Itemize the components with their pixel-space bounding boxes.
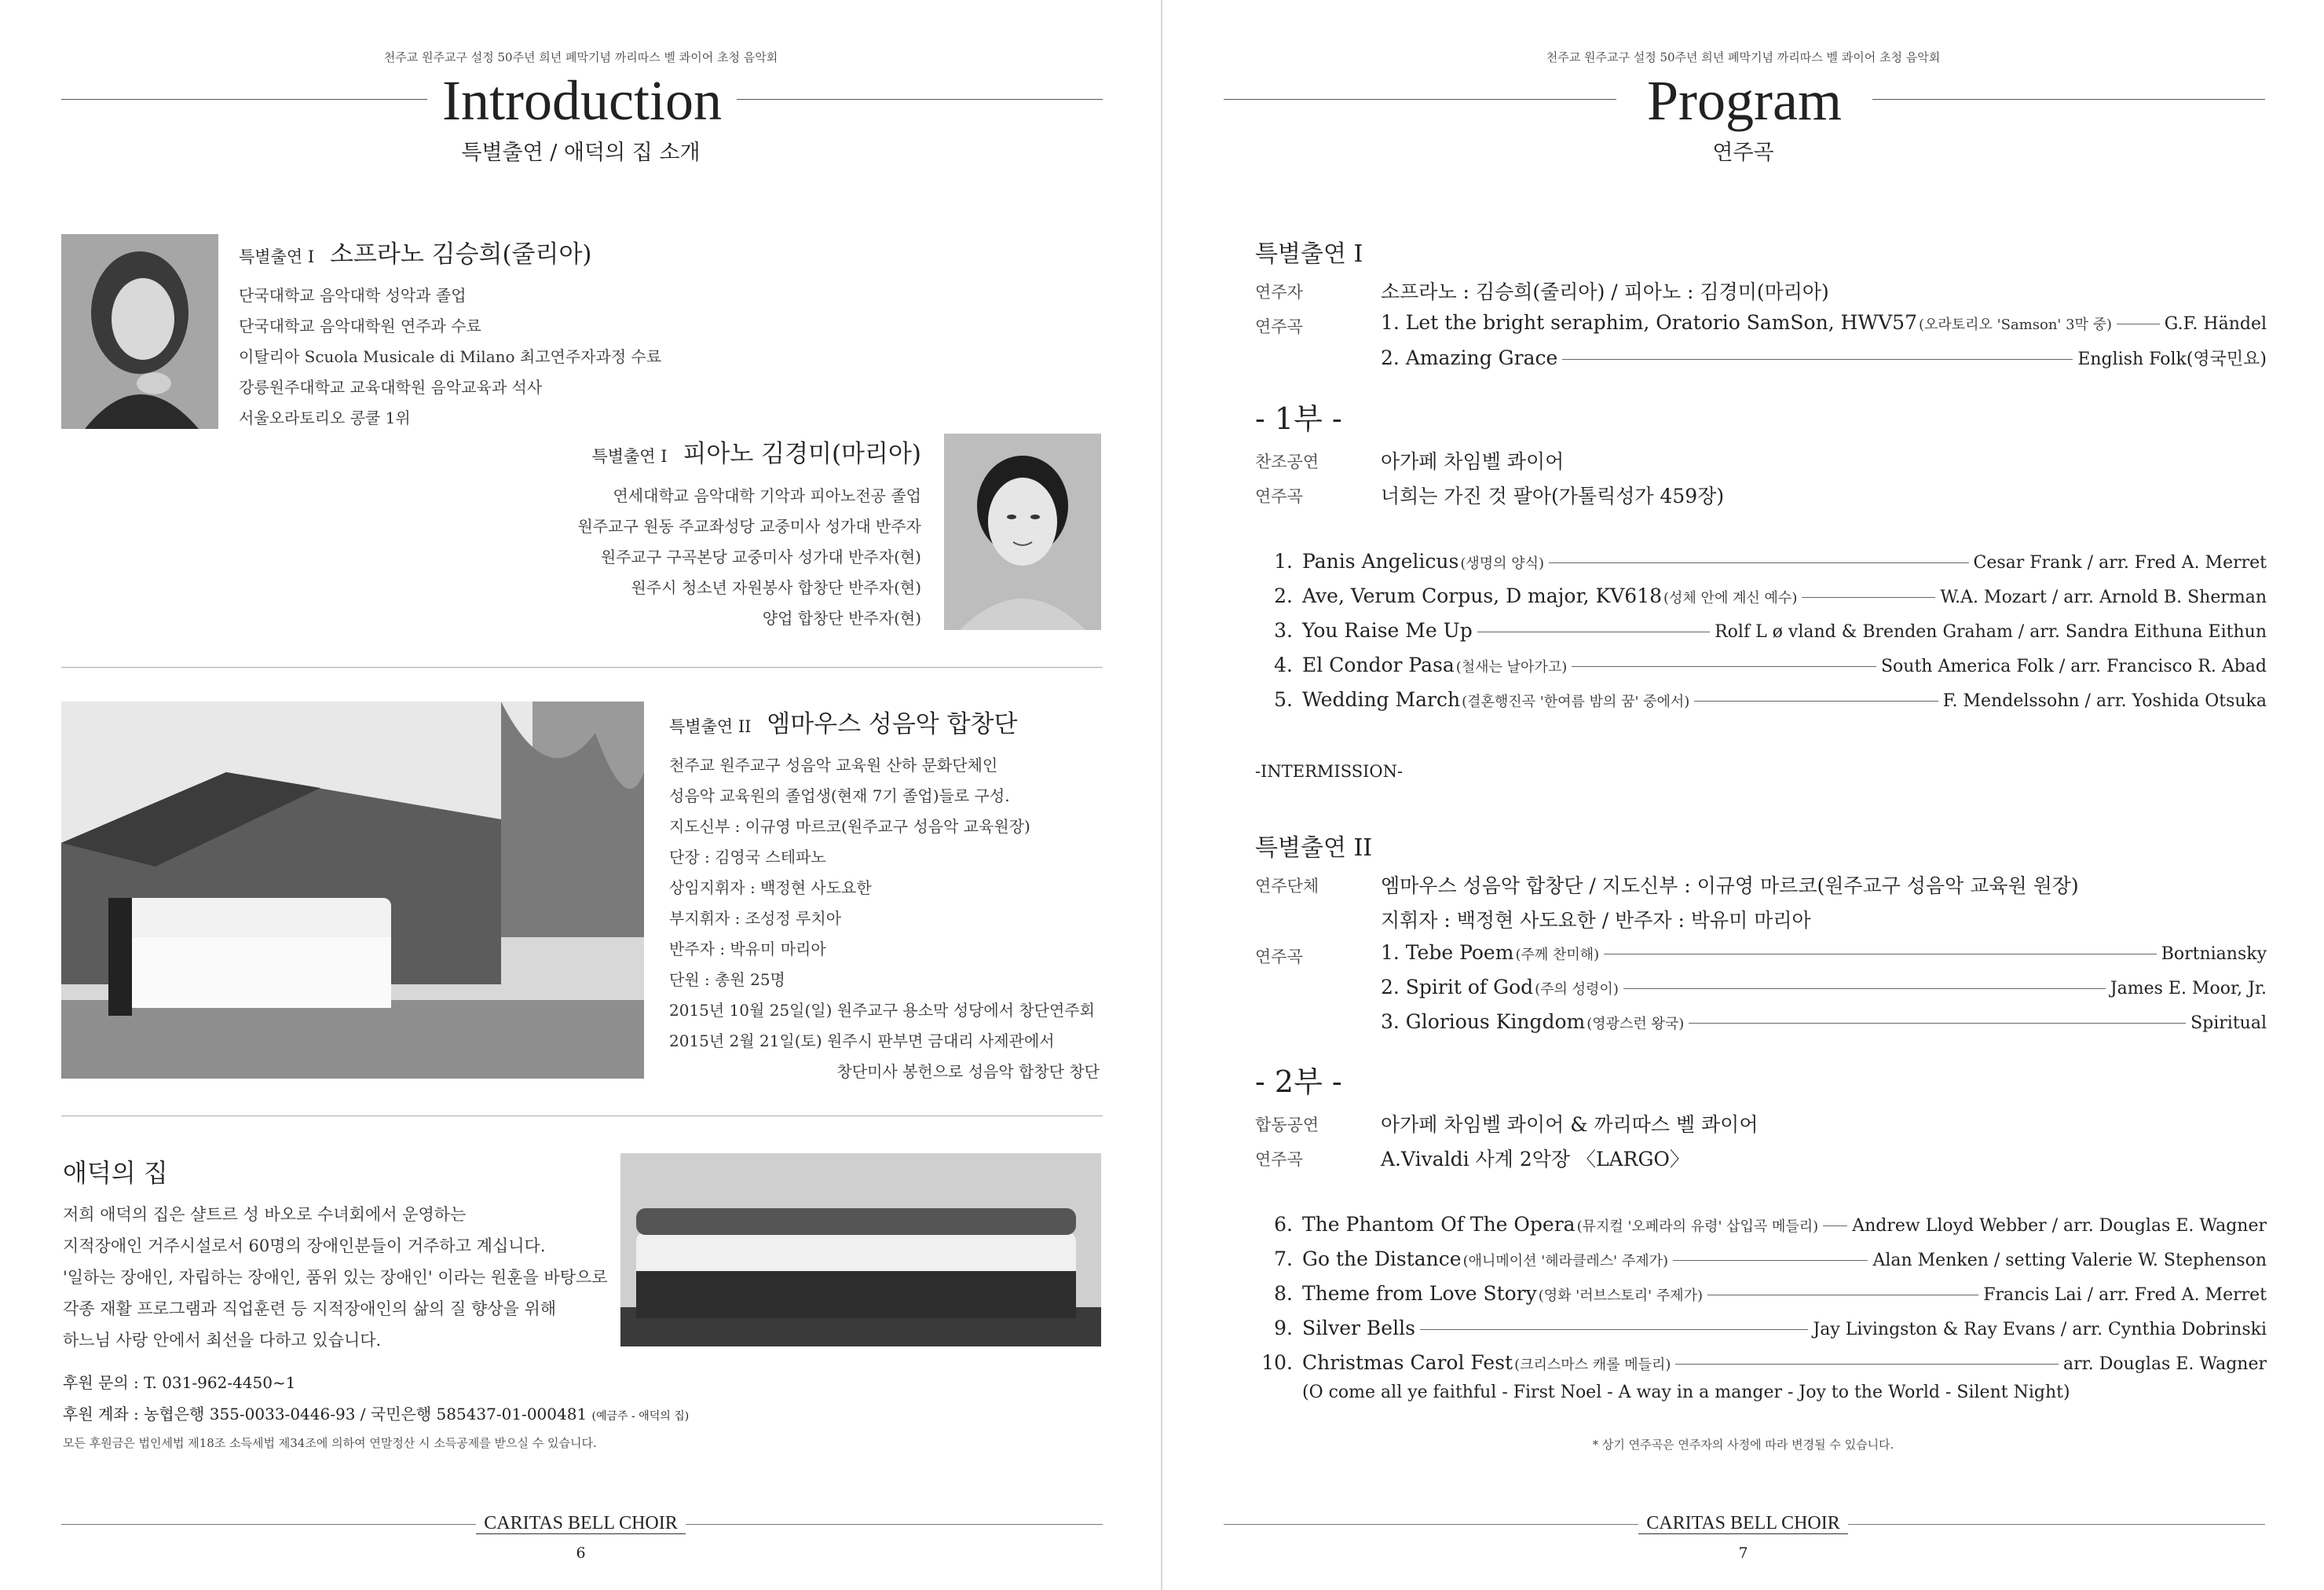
program-item bbox=[1255, 550, 2267, 581]
program-item bbox=[1381, 346, 2267, 377]
leader-line bbox=[1673, 1260, 1868, 1261]
house-line: '일하는 장애인, 자립하는 장애인, 품위 있는 장애인' 이라는 원훈을 바탕으로 bbox=[63, 1268, 608, 1287]
part1-guest-row bbox=[1255, 446, 2267, 478]
footer-label: CARITAS BELL CHOIR bbox=[1638, 1513, 1848, 1534]
row-value: 엠마우스 성음악 합창단 / 지도신부 : 이규영 마르코(원주교구 성음악 교육원 원장) bbox=[1381, 874, 2079, 897]
bio-line: 양업 합창단 반주자(현) bbox=[762, 609, 921, 628]
part2-song-row bbox=[1255, 1144, 2267, 1175]
soprano-bio bbox=[239, 280, 661, 434]
song-composer: G.F. Händel bbox=[2164, 314, 2267, 334]
house-line: 하느님 사랑 안에서 최선을 다하고 있습니다. bbox=[63, 1331, 382, 1350]
row-value: 너희는 가진 것 팔아(가톨릭성가 459장) bbox=[1381, 485, 1725, 507]
song-title: Wedding March bbox=[1302, 688, 1461, 711]
leader-line bbox=[1689, 1023, 2186, 1024]
program-item bbox=[1255, 1247, 2267, 1279]
special1-performer-row bbox=[1255, 277, 2267, 308]
bio-line: 창단미사 봉헌으로 성음악 합창단 창단 bbox=[836, 1062, 1100, 1081]
soprano-tag: 특별출연 I bbox=[239, 247, 315, 266]
item-number: 8. bbox=[1274, 1282, 1293, 1305]
program-item bbox=[1255, 1351, 2267, 1383]
bio-line: 원주시 청소년 자원봉사 합창단 반주자(현) bbox=[631, 578, 921, 597]
song-note: (애니메이션 '헤라클레스' 주제가) bbox=[1462, 1253, 1669, 1269]
bio-line: 단국대학교 음악대학원 연주과 수료 bbox=[239, 317, 481, 335]
bio-line: 2015년 2월 21일(토) 원주시 판부면 금대리 사제관에서 bbox=[669, 1031, 1055, 1050]
item-number: 1. bbox=[1274, 550, 1293, 573]
item-number: 7. bbox=[1274, 1247, 1293, 1270]
part1-song-row bbox=[1255, 481, 2267, 512]
row-label: 연주곡 bbox=[1255, 1150, 1303, 1169]
bio-line: 단원 : 총원 25명 bbox=[669, 970, 785, 989]
song-note: (크리스마스 캐롤 메들리) bbox=[1514, 1357, 1671, 1373]
song-note: (뮤지컬 '오페라의 유령' 삽입곡 메들리) bbox=[1576, 1218, 1819, 1235]
program-item bbox=[1381, 311, 2267, 343]
medley-list: (O come all ye faithful - First Noel - A way in a manger - Joy to the World - Silent Night) bbox=[1302, 1383, 2070, 1402]
song-title: 1. Let the bright seraphim, Oratorio SamSon, HWV57 bbox=[1381, 311, 1917, 334]
footer bbox=[1162, 1513, 2324, 1534]
program-item bbox=[1255, 654, 2267, 685]
row-label: 연주단체 bbox=[1255, 877, 1319, 896]
item-number: 3. bbox=[1274, 619, 1293, 642]
song-note: (생명의 양식) bbox=[1460, 555, 1545, 572]
song-note: (결혼행진곡 '한여름 밤의 꿈' 중에서) bbox=[1462, 694, 1690, 710]
song-composer: Rolf L ø vland & Brenden Graham / arr. Sandra Eithuna Eithun bbox=[1715, 622, 2267, 642]
song-title: The Phantom Of The Opera bbox=[1302, 1213, 1576, 1236]
row-value: A.Vivaldi 사계 2악장 〈LARGO〉 bbox=[1381, 1148, 1689, 1171]
program-item bbox=[1381, 941, 2267, 973]
page-header: 천주교 원주교구 설정 50주년 희년 폐막기념 까리따스 벨 콰이어 초청 음악회 bbox=[383, 50, 778, 64]
soprano-photo bbox=[61, 234, 218, 429]
song-title: 2. Amazing Grace bbox=[1381, 346, 1558, 369]
song-composer: Jay Livingston & Ray Evans / arr. Cynthia Dobrinski bbox=[1813, 1320, 2267, 1339]
bio-line: 2015년 10월 25일(일) 원주교구 용소막 성당에서 창단연주회 bbox=[669, 1001, 1095, 1020]
song-title: Silver Bells bbox=[1302, 1317, 1415, 1339]
program-item bbox=[1381, 976, 2267, 1007]
row-label: 연주자 bbox=[1255, 283, 1303, 302]
house-line: 각종 재활 프로그램과 직업훈련 등 지적장애인의 삶의 질 향상을 위해 bbox=[63, 1299, 557, 1318]
program-item bbox=[1255, 1317, 2267, 1348]
section-divider bbox=[61, 667, 1103, 668]
piano-heading bbox=[591, 434, 921, 469]
bio-line: 반주자 : 박유미 마리아 bbox=[669, 940, 826, 958]
bio-line: 원주교구 구곡본당 교중미사 성가대 반주자(현) bbox=[600, 548, 921, 566]
leader-line bbox=[1572, 666, 1876, 667]
house-line: 저희 애덕의 집은 샬트르 성 바오로 수녀회에서 운영하는 bbox=[63, 1205, 467, 1224]
choir-photo bbox=[61, 702, 644, 1079]
bio-line: 성음악 교육원의 졸업생(현재 7기 졸업)들로 구성. bbox=[669, 786, 1010, 805]
song-composer: F. Mendelssohn / arr. Yoshida Otsuka bbox=[1942, 691, 2267, 711]
house-line: 지적장애인 거주시설로서 60명의 장애인분들이 거주하고 계십니다. bbox=[63, 1236, 546, 1255]
leader-line bbox=[1823, 1225, 1847, 1226]
intermission: -INTERMISSION- bbox=[1255, 762, 1404, 781]
song-note: (주께 찬미해) bbox=[1515, 947, 1600, 963]
bio-line: 부지휘자 : 조성정 루치아 bbox=[669, 909, 842, 928]
program-item bbox=[1255, 1282, 2267, 1313]
song-title: Go the Distance bbox=[1302, 1247, 1462, 1270]
row-value: 소프라노 : 김승희(줄리아) / 피아노 : 김경미(마리아) bbox=[1381, 280, 1829, 303]
row-label: 찬조공연 bbox=[1255, 452, 1319, 471]
bio-line: 서울오라토리오 콩쿨 1위 bbox=[239, 408, 411, 427]
page-number: 7 bbox=[1738, 1544, 1748, 1562]
program-item bbox=[1255, 1213, 2267, 1244]
piano-name: 피아노 김경미(마리아) bbox=[683, 440, 921, 468]
bio-line: 강릉원주대학교 교육대학원 음악교육과 석사 bbox=[239, 378, 543, 397]
song-composer: English Folk(영국민요) bbox=[2077, 350, 2267, 369]
part1-title: - 1부 - bbox=[1255, 401, 1342, 436]
bio-line: 이탈리아 Scuola Musicale di Milano 최고연주자과정 수료 bbox=[239, 347, 662, 366]
choir-tag: 특별출연 II bbox=[669, 717, 752, 736]
page-number: 6 bbox=[576, 1544, 586, 1562]
program-item bbox=[1255, 688, 2267, 720]
leader-line bbox=[1562, 359, 2073, 360]
song-title: Ave, Verum Corpus, D major, KV618 bbox=[1302, 584, 1663, 607]
donation-contact: 후원 문의 : T. 031-962-4450~1 bbox=[63, 1373, 296, 1392]
part2-title: - 2부 - bbox=[1255, 1064, 1342, 1099]
program-item bbox=[1255, 584, 2267, 616]
song-composer: James E. Moor, Jr. bbox=[2110, 979, 2267, 998]
choir-bio bbox=[669, 750, 1100, 1087]
song-title: 2. Spirit of God bbox=[1381, 976, 1534, 998]
bio-line: 원주교구 원동 주교좌성당 교중미사 성가대 반주자 bbox=[577, 517, 921, 536]
footer-label: CARITAS BELL CHOIR bbox=[476, 1513, 686, 1534]
song-composer: Bortniansky bbox=[2161, 944, 2267, 964]
song-note: (성체 안에 계신 예수) bbox=[1663, 590, 1798, 606]
special2-conductor-row bbox=[1255, 905, 2267, 936]
song-composer: Spiritual bbox=[2190, 1013, 2267, 1033]
page-title: Introduction bbox=[442, 69, 722, 132]
account-text: 후원 계좌 : 농협은행 355-0033-0446-93 / 국민은행 585437-01-000481 bbox=[63, 1405, 587, 1423]
item-number: 6. bbox=[1274, 1213, 1293, 1236]
tax-note: 모든 후원금은 법인세법 제18조 소득세법 제34조에 의하여 연말정산 시 소득공제를 받으실 수 있습니다. bbox=[63, 1436, 597, 1450]
song-composer: W.A. Mozart / arr. Arnold B. Sherman bbox=[1940, 588, 2267, 607]
item-number: 2. bbox=[1274, 584, 1293, 607]
house-title: 애덕의 집 bbox=[63, 1158, 168, 1188]
song-title: El Condor Pasa bbox=[1302, 654, 1455, 676]
bio-line: 연세대학교 음악대학 기악과 피아노전공 졸업 bbox=[613, 486, 921, 505]
item-number: 4. bbox=[1274, 654, 1293, 676]
song-note: (영화 '러브스토리' 주제가) bbox=[1538, 1288, 1704, 1304]
pianist-photo bbox=[944, 434, 1101, 630]
song-title: Christmas Carol Fest bbox=[1302, 1351, 1513, 1374]
part2-joint-row bbox=[1255, 1109, 2267, 1141]
account-holder: (예금주 - 애덕의 집) bbox=[591, 1410, 690, 1423]
row-value: 지휘자 : 백정현 사도요한 / 반주자 : 박유미 마리아 bbox=[1381, 909, 1811, 932]
row-value: 아가페 차임벨 콰이어 & 까리따스 벨 콰이어 bbox=[1381, 1113, 1759, 1136]
song-note: (오라토리오 'Samson' 3막 중) bbox=[1918, 317, 2113, 333]
song-title: Panis Angelicus bbox=[1302, 550, 1459, 573]
song-note: (주의 성령이) bbox=[1535, 981, 1619, 998]
leader-line bbox=[1802, 597, 1935, 598]
title-row bbox=[61, 66, 1103, 137]
song-title: 1. Tebe Poem bbox=[1381, 941, 1514, 964]
piano-tag: 특별출연 I bbox=[591, 447, 668, 466]
row-label: 연주곡 bbox=[1255, 947, 1303, 966]
title-row bbox=[1224, 66, 2265, 137]
choir-heading bbox=[669, 704, 1017, 739]
bio-line: 상임지휘자 : 백정현 사도요한 bbox=[669, 878, 872, 897]
leader-line bbox=[1420, 1329, 1809, 1330]
page-title: Program bbox=[1647, 69, 1842, 132]
right-page bbox=[1162, 0, 2324, 1590]
page-subtitle: 연주곡 bbox=[1712, 141, 1774, 165]
house-group-photo bbox=[620, 1153, 1101, 1346]
song-composer: South America Folk / arr. Francisco R. Abad bbox=[1880, 657, 2267, 676]
song-title: 3. Glorious Kingdom bbox=[1381, 1010, 1586, 1033]
song-composer: Andrew Lloyd Webber / arr. Douglas E. Wagner bbox=[1852, 1216, 2267, 1236]
song-title: Theme from Love Story bbox=[1302, 1282, 1537, 1305]
song-composer: arr. Douglas E. Wagner bbox=[2063, 1354, 2267, 1374]
special1-title: 특별출연 I bbox=[1255, 240, 1363, 268]
piano-bio bbox=[577, 481, 921, 634]
soprano-heading bbox=[239, 234, 592, 269]
program-item bbox=[1381, 1010, 2267, 1042]
bio-line: 천주교 원주교구 성음악 교육원 산하 문화단체인 bbox=[669, 756, 998, 775]
song-composer: Francis Lai / arr. Fred A. Merret bbox=[1983, 1285, 2267, 1305]
bio-line: 단장 : 김영국 스테파노 bbox=[669, 848, 826, 866]
program-notice: * 상기 연주곡은 연주자의 사정에 따라 변경될 수 있습니다. bbox=[1592, 1438, 1894, 1452]
song-title: You Raise Me Up bbox=[1302, 619, 1473, 642]
special2-group-row bbox=[1255, 870, 2267, 902]
row-label: 연주곡 bbox=[1255, 487, 1303, 506]
item-number: 9. bbox=[1274, 1317, 1293, 1339]
program-item bbox=[1255, 619, 2267, 650]
song-note: (영광스런 왕국) bbox=[1587, 1016, 1685, 1032]
leader-line bbox=[1694, 701, 1938, 702]
footer bbox=[0, 1513, 1162, 1534]
leader-line bbox=[1675, 1364, 2059, 1365]
page-subtitle: 특별출연 / 애덕의 집 소개 bbox=[461, 141, 701, 165]
choir-name: 엠마우스 성음악 합창단 bbox=[767, 710, 1018, 738]
leader-line bbox=[1549, 562, 1968, 563]
page-header: 천주교 원주교구 설정 50주년 희년 폐막기념 까리따스 벨 콰이어 초청 음악회 bbox=[1546, 50, 1941, 64]
leader-line bbox=[1623, 988, 2106, 989]
row-label: 연주곡 bbox=[1255, 317, 1303, 336]
bio-line: 지도신부 : 이규영 마르코(원주교구 성음악 교육원장) bbox=[669, 817, 1030, 836]
soprano-name: 소프라노 김승희(줄리아) bbox=[329, 240, 592, 269]
item-number: 5. bbox=[1274, 688, 1293, 711]
bio-line: 단국대학교 음악대학 성악과 졸업 bbox=[239, 286, 467, 305]
row-value: 아가페 차임벨 콰이어 bbox=[1381, 450, 1565, 473]
item-number: 10. bbox=[1261, 1351, 1293, 1374]
donation-account bbox=[63, 1401, 689, 1424]
special2-title: 특별출연 II bbox=[1255, 834, 1373, 862]
house-description bbox=[63, 1199, 608, 1356]
song-note: (철새는 날아가고) bbox=[1455, 659, 1568, 676]
row-label: 합동공연 bbox=[1255, 1116, 1319, 1134]
song-composer: Alan Menken / setting Valerie W. Stephenson bbox=[1872, 1251, 2267, 1270]
song-composer: Cesar Frank / arr. Fred A. Merret bbox=[1973, 553, 2267, 573]
